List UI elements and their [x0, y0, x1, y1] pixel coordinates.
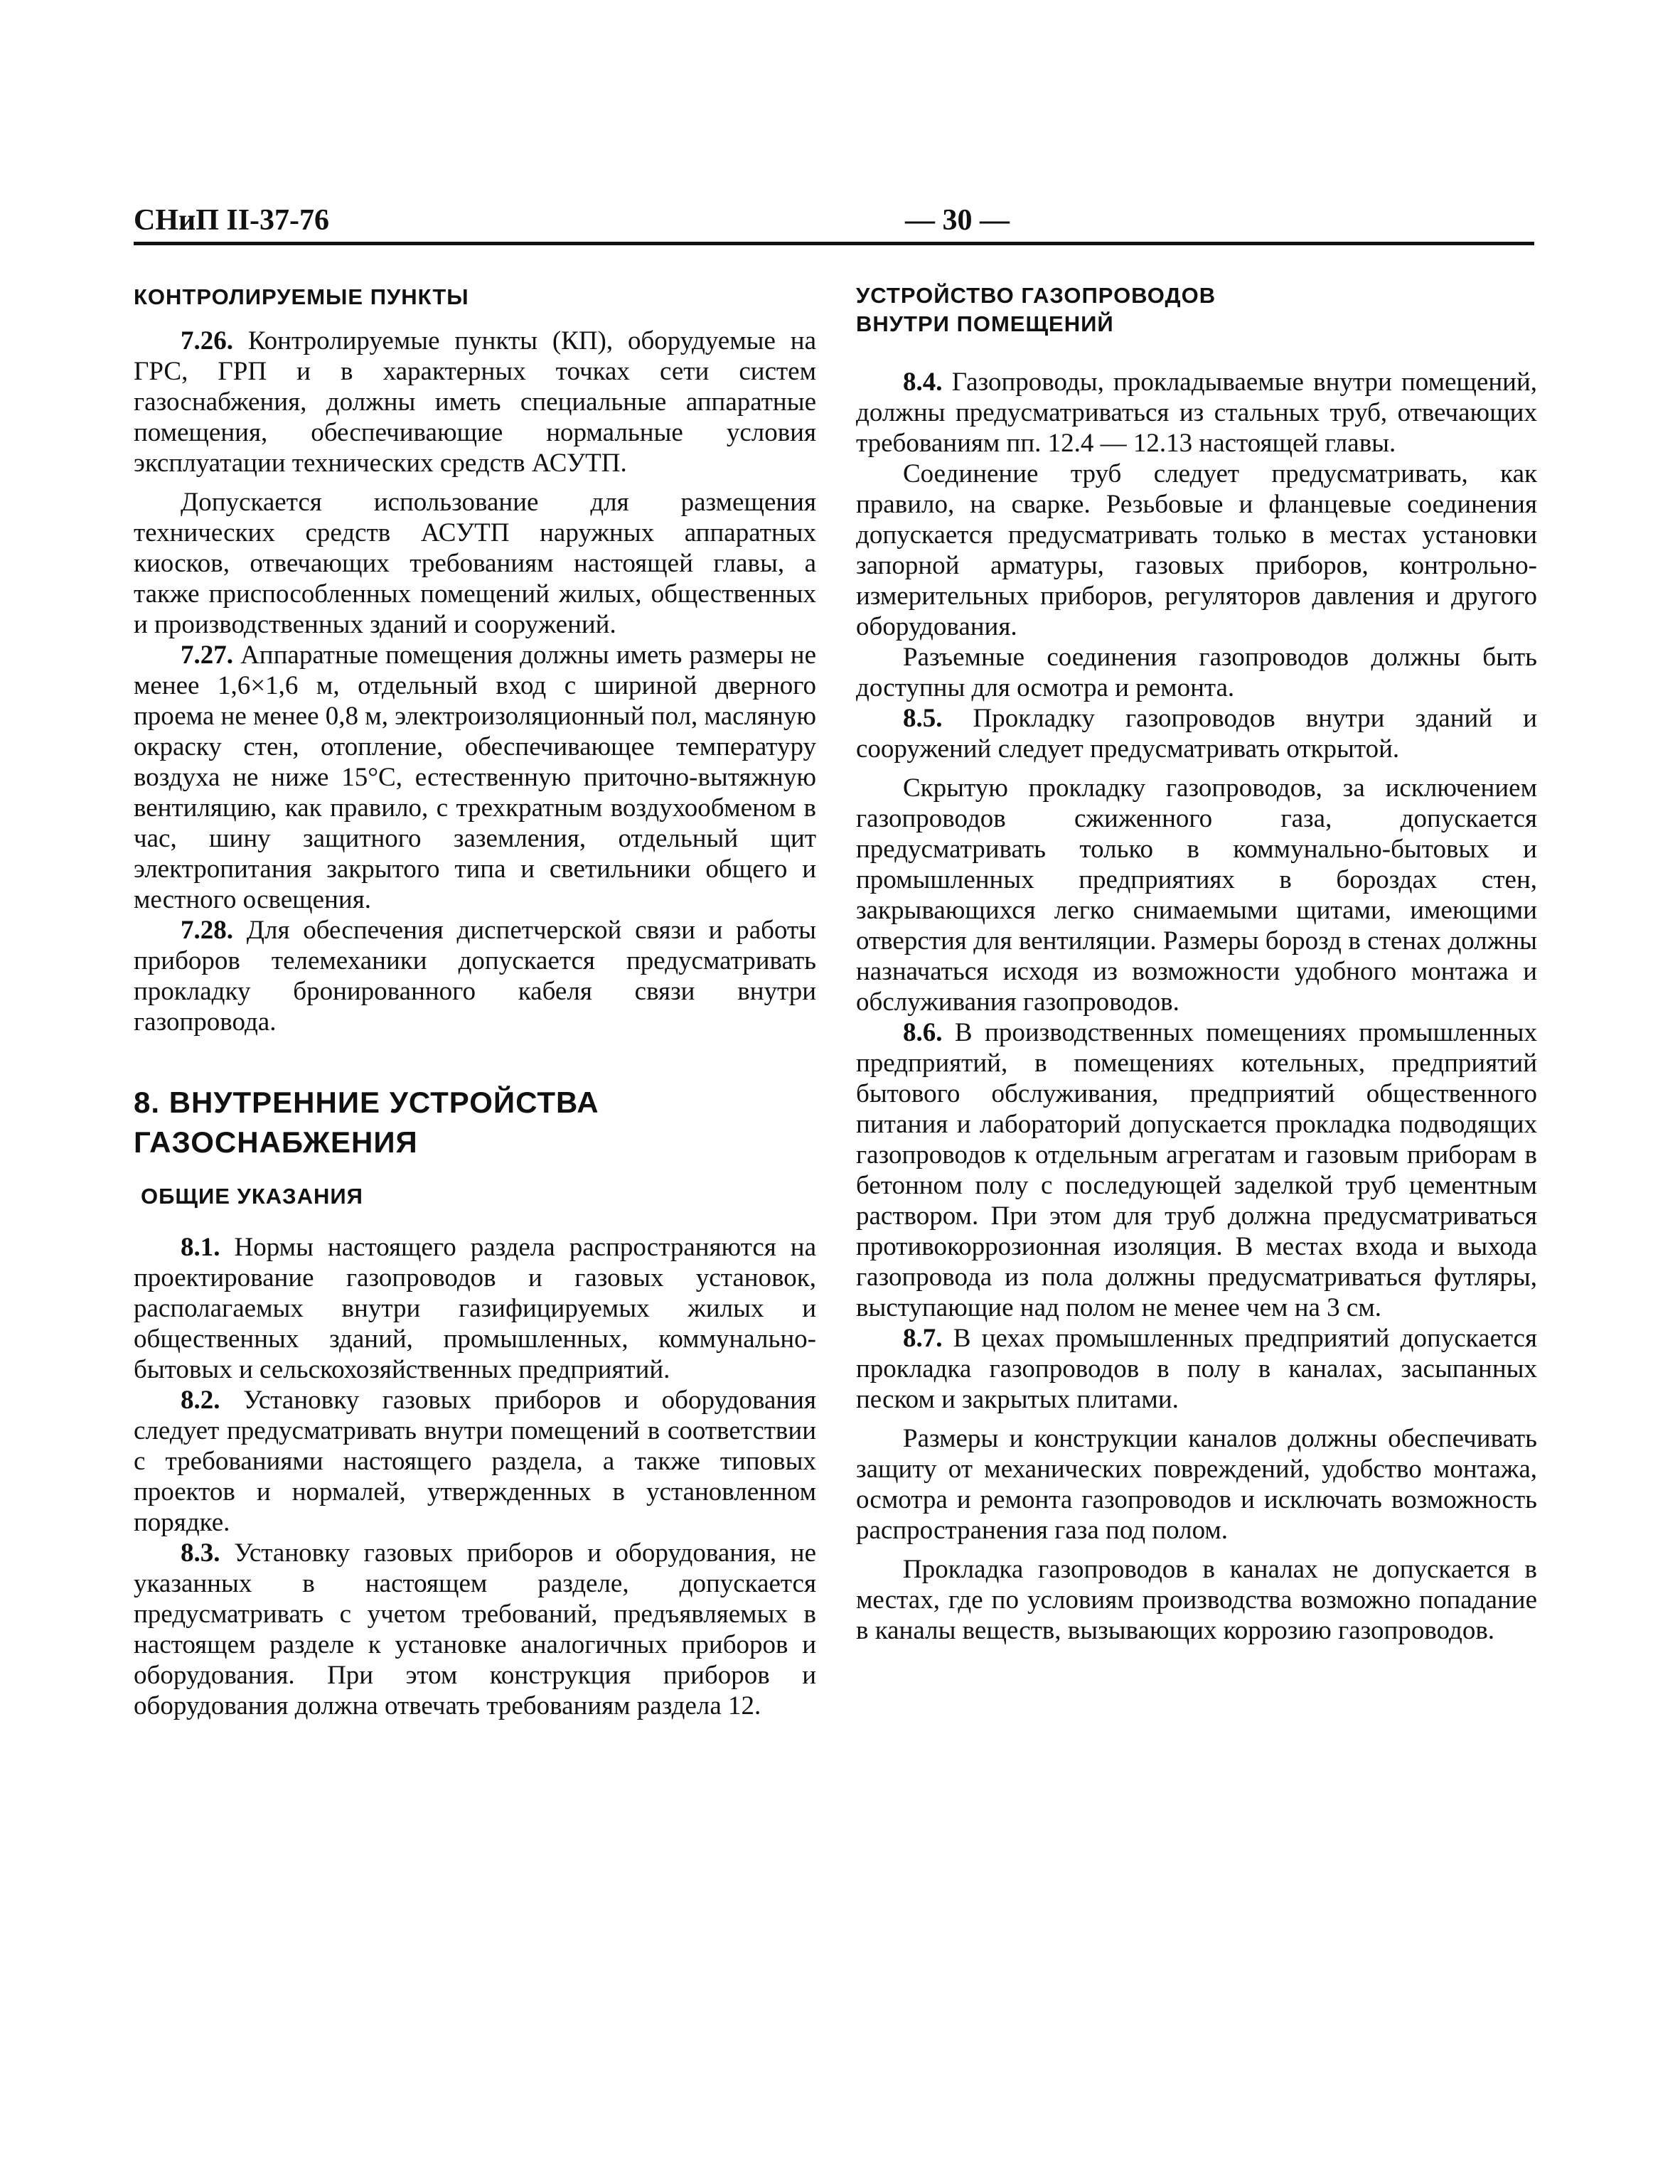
paragraph-7-26: [134, 326, 816, 478]
clause-number: 7.28.: [181, 916, 233, 945]
clause-number: 8.1.: [181, 1233, 220, 1262]
section-heading-general: ОБЩИЕ УКАЗАНИЯ: [141, 1184, 363, 1209]
paragraph-text: Аппаратные помещения должны иметь размеры не менее 1,6×1,6 м, отдельный вход с шириной дверного проема не менее 0,8 м, электроизоляционный пол, масляную окраску стен, отопление, обеспечивающее температуру воздуха не ниже 15°С, естественную приточно-вытяжную вентиляцию, как правило, с трехкратным воздухообменом в час, шину защитного заземления, отдельный щит электропитания закрытого типа и светильники общего и местного освещения.: [134, 641, 816, 914]
paragraph-8-7-continued: Прокладка газопроводов в каналах не допускается в местах, где по условиям производства возможно попадание в каналы веществ, вызывающих коррозию газопроводов.: [856, 1555, 1537, 1645]
section-heading-line: УСТРОЙСТВО ГАЗОПРОВОДОВ: [856, 283, 1216, 308]
paragraph-8-7-continued: Размеры и конструкции каналов должны обеспечивать защиту от механических повреждений, удобство монтажа, осмотра и ремонта газопроводов и исключать возможность распространения газа под полом.: [856, 1424, 1537, 1545]
paragraph-8-4-continued: Соединение труб следует предусматривать, как правило, на сварке. Резьбовые и фланцевые соединения допускается предусматривать только в местах установки запорной арматуры, газовых приборов, контрольно-измерительных приборов, регуляторов давления и другого оборудования.: [856, 459, 1537, 641]
section-heading-line: ВНУТРИ ПОМЕЩЕНИЙ: [856, 311, 1114, 336]
right-column: [856, 277, 1537, 1646]
clause-number: 7.27.: [181, 641, 233, 670]
chapter-title-line: 8. ВНУТРЕННИЕ УСТРОЙСТВА: [134, 1086, 599, 1119]
paragraph-text: Установку газовых приборов и оборудования, не указанных в настоящем разделе, допускается предусматривать с учетом требований, предъявляемых в настоящем разделе к установке аналогичных приборов и оборудования. При этом конструкция приборов и оборудования должна отвечать требованиям раздела 12.: [134, 1538, 816, 1720]
paragraph-text: Контролируемые пункты (КП), оборудуемые на ГРС, ГРП и в характерных точках сети систем газоснабжения, должны иметь специальные аппаратные помещения, обеспечивающие нормальные условия эксплуатации технических средств АСУТП.: [134, 326, 816, 478]
page-number: — 30 —: [905, 204, 1010, 237]
left-column: [134, 277, 816, 1721]
paragraph-text: Установку газовых приборов и оборудования следует предусматривать внутри помещений в соответствии с требованиями настоящего раздела, а также типовых проектов и нормалей, утвержденных в установленном порядке.: [134, 1386, 816, 1537]
paragraph-7-27: [134, 640, 816, 915]
clause-number: 8.5.: [903, 704, 943, 733]
paragraph-8-7: [856, 1323, 1537, 1415]
paragraph-8-1: [134, 1232, 816, 1385]
section-heading-controlled-points: КОНТРОЛИРУЕМЫЕ ПУНКТЫ: [134, 284, 469, 309]
clause-number: 8.7.: [903, 1324, 943, 1353]
paragraph-text: Прокладку газопроводов внутри зданий и сооружений следует предусматривать открытой.: [856, 704, 1537, 764]
paragraph-8-6: [856, 1017, 1537, 1323]
paragraph-8-5-continued: Скрытую прокладку газопроводов, за исключением газопроводов сжиженного газа, допускается предусматривать только в коммунально-бытовых и промышленных предприятиях в бороздах стен, закрывающихся легко снимаемыми щитами, имеющими отверстия для вентиляции. Размеры борозд в стенах должны назначаться исходя из возможности удобного монтажа и обслуживания газопроводов.: [856, 774, 1537, 1017]
paragraph-7-26-continued: Допускается использование для размещения технических средств АСУТП наружных аппаратных киосков, отвечающих требованиям настоящей главы, а также приспособленных помещений жилых, общественных и производственных зданий и сооружений.: [134, 488, 816, 639]
clause-number: 7.26.: [181, 326, 233, 355]
document-code: СНиП II-37-76: [134, 204, 330, 237]
paragraph-8-4-continued: Разъемные соединения газопроводов должны быть доступны для осмотра и ремонта.: [856, 643, 1537, 702]
page-header: [134, 200, 1534, 243]
clause-number: 8.6.: [903, 1018, 943, 1047]
section-heading-indoor-pipelines: [856, 282, 1537, 338]
paragraph-text: В цехах промышленных предприятий допускается прокладка газопроводов в полу в каналах, засыпанных песком и закрытых плитами.: [856, 1324, 1537, 1414]
clause-number: 8.2.: [181, 1386, 220, 1415]
paragraph-8-2: [134, 1385, 816, 1538]
paragraph-7-28: [134, 915, 816, 1037]
header-rule: [134, 242, 1534, 245]
paragraph-text: Нормы настоящего раздела распространяются на проектирование газопроводов и газовых установок, располагаемых внутри газифицируемых жилых и общественных зданий, промышленных, коммунально-бытовых и сельскохозяйственных предприятий.: [134, 1233, 816, 1384]
paragraph-8-5: [856, 703, 1537, 764]
paragraph-text: Газопроводы, прокладываемые внутри помещений, должны предусматриваться из стальных труб, отвечающих требованиям пп. 12.4 — 12.13 настоящей главы.: [856, 368, 1537, 458]
clause-number: 8.4.: [903, 368, 943, 397]
paragraph-text: В производственных помещениях промышленных предприятий, в помещениях котельных, предприятий бытового обслуживания, предприятий общественного питания и лабораторий допускается прокладка подводящих газопроводов к отдельным агрегатам и газовым приборам в бетонном полу с последующей заделкой труб цементным раствором. При этом для труб должна предусматриваться противокоррозионная изоляция. В местах входа и выхода газопровода из пола должны предусматриваться футляры, выступающие над полом не менее чем на 3 см.: [856, 1018, 1537, 1322]
paragraph-8-3: [134, 1538, 816, 1721]
paragraph-8-4: [856, 367, 1537, 459]
paragraph-text: Для обеспечения диспетчерской связи и работы приборов телемеханики допускается предусматривать прокладку бронированного кабеля связи внутри газопровода.: [134, 916, 816, 1037]
chapter-title-line: ГАЗОСНАБЖЕНИЯ: [134, 1125, 418, 1159]
chapter-title: [134, 1083, 816, 1162]
clause-number: 8.3.: [181, 1538, 220, 1568]
